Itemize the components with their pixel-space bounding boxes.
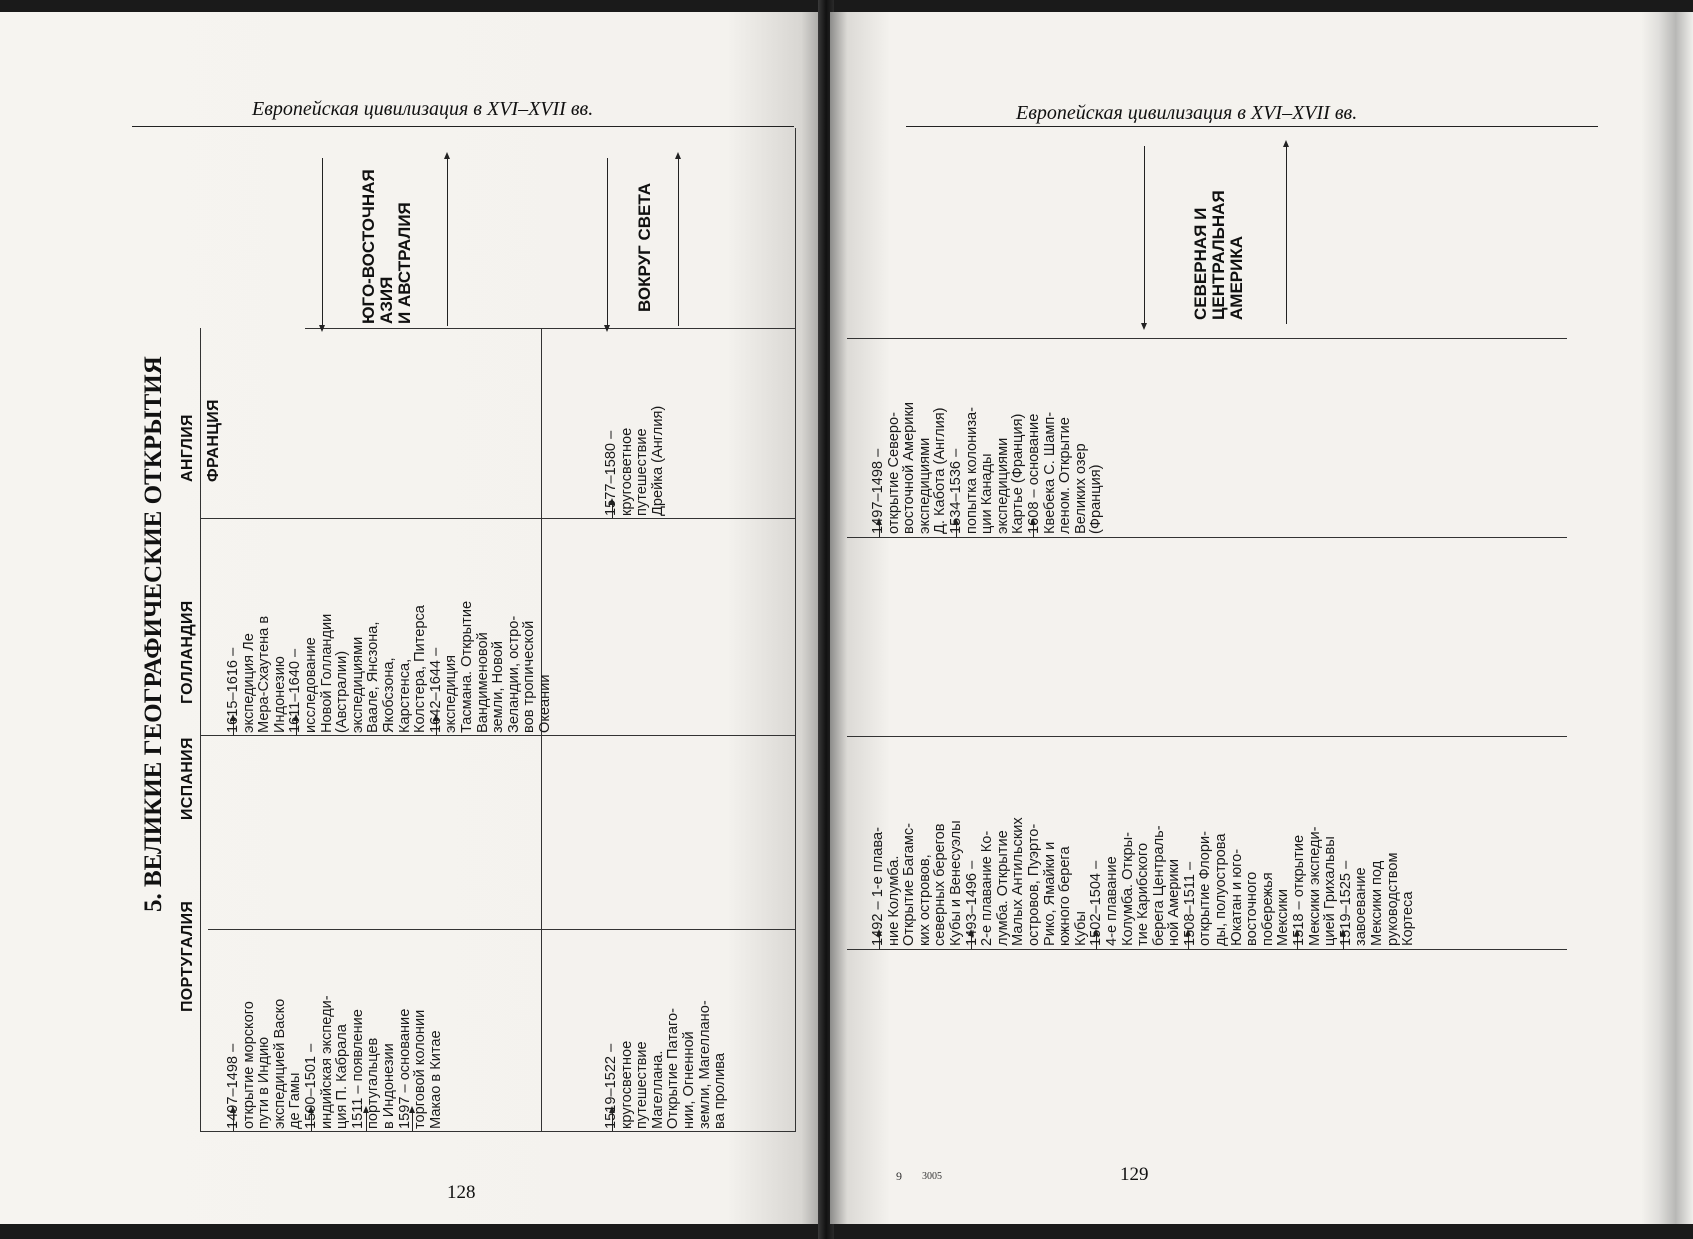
grid-line <box>200 518 796 519</box>
page-number: 128 <box>447 1182 476 1203</box>
region-world: ВОКРУГ СВЕТА <box>635 183 654 312</box>
region-arrow-down <box>1144 146 1145 324</box>
col-header-france: ФРАНЦИЯ <box>205 399 222 482</box>
grid-line <box>847 736 1567 737</box>
right-page <box>830 12 1693 1224</box>
region-arrow-up <box>447 158 448 326</box>
grid-line <box>200 735 796 736</box>
header-rule <box>906 126 1598 127</box>
print-mark-number: 9 <box>896 1169 902 1183</box>
entry-champlain: 1608 – основание Квебека С. Шамп- леном. Открытие Великих озер (Франция) <box>1025 411 1105 534</box>
grid-line <box>305 328 795 329</box>
entry-columbus-1: 1492 – 1-е плава- ние Колумба. Открытие Багамс- ких островов, северных берегов Кубы и Венесуэлы <box>870 820 964 946</box>
entry-magellan: 1519–1522 – кругосветное путешествие Магеллана. Открытие Патаго- нии, Огненной земли, Магеллано- ва пролива <box>603 1000 729 1129</box>
entry-columbus-2: 1493–1496 – 2-е плавание Ко- лумба. Открытие Малых Антильских островов, Пуэрто- Рико, Ямайки и южного берега Кубы <box>963 817 1089 946</box>
entry-tasman: 1642–1644 – экспедиция Тасмана. Открытие Вандименовой земли, Новой Зеландии, остро- вов тропической Океании <box>427 600 553 733</box>
spain-america-entries <box>871 817 1417 946</box>
entry-cabot: 1497–1498 – открытие Северо- восточной Америки экспедициями Д. Кабота (Англия) <box>870 402 949 534</box>
entry-grijalva: 1518 – открытие Мексики экспеди- цией Грихальвы <box>1291 826 1339 946</box>
entry-florida: 1508–1511 – открытие Флори- ды, полуострова Юкатан и юго- восточного побережья Мексики <box>1181 830 1292 946</box>
col-header-holland: ГОЛЛАНДИЯ <box>179 600 196 704</box>
grid-line <box>847 537 1567 538</box>
grid-line <box>795 128 796 1131</box>
entry-indonesia-1511: 1511 – появление португальцев в Индонезии <box>349 1009 397 1129</box>
portugal-asia-entries <box>226 995 444 1129</box>
region-sea-asia: ЮГО-ВОСТОЧНАЯ АЗИЯ И АВСТРАЛИЯ <box>359 169 414 324</box>
running-head: Европейская цивилизация в XVI–XVII вв. <box>252 98 594 120</box>
grid-line <box>200 1131 796 1132</box>
section-title: 5. ВЕЛИКИЕ ГЕОГРАФИЧЕСКИЕ ОТКРЫТИЯ <box>140 356 167 912</box>
left-page <box>0 12 826 1224</box>
print-mark-code: 3005 <box>922 1171 942 1182</box>
entry-vasco-da-gama: 1497–1498 – открытие морского пути в Индию экспедицией Васко де Гамы <box>225 998 304 1129</box>
region-arrow-up <box>678 158 679 326</box>
grid-line <box>208 929 796 930</box>
header-rule <box>132 126 794 127</box>
region-arrow-up <box>1286 146 1287 324</box>
entry-new-holland: 1611–1640 – исследование Новой Голландии (Австралии) экспедициями Ваале, Янсзона, Якобсзона, Карстенса, Колстера, Питерса <box>287 605 429 733</box>
entry-le-maire: 1615–1616 – экспедиция Ле Мера-Схаутена в Индонезию <box>225 615 288 733</box>
grid-line <box>847 949 1567 950</box>
region-america: СЕВЕРНАЯ И ЦЕНТРАЛЬНАЯ АМЕРИКА <box>1191 190 1246 320</box>
entry-columbus-4: 1502–1504 – 4-е плавание Колумба. Откры- тие Карибского берега Централь- ной Америки <box>1088 825 1183 946</box>
entry-cartier: 1534–1536 – попытка колониза- ции Канады экспедициями Картье (Франция) <box>947 407 1027 534</box>
entry-macao: 1597 – основание торговой колонии Макао в Китае <box>396 1008 444 1129</box>
holland-asia-entries <box>226 601 553 733</box>
entry-cabral: 1500–1501 – индийская экспеди- ция П. Кабрала <box>302 995 351 1129</box>
entry-drake: 1577–1580 – кругосветное путешествие Дрейка (Англия) <box>603 405 666 516</box>
england-france-america-entries <box>871 402 1105 534</box>
grid-line <box>200 328 201 1131</box>
col-header-england: АНГЛИЯ <box>179 414 196 482</box>
page-number: 129 <box>1120 1164 1149 1185</box>
col-header-spain: ИСПАНИЯ <box>179 737 196 820</box>
grid-line <box>847 338 1567 339</box>
region-arrow-down <box>322 158 323 326</box>
running-head: Европейская цивилизация в XVI–XVII вв. <box>1016 102 1358 124</box>
entry-cortes: 1519–1525 – завоевание Мексики под руководством Кортеса <box>1337 852 1417 946</box>
col-header-portugal: ПОРТУГАЛИЯ <box>179 900 196 1012</box>
region-arrow-down <box>607 158 608 326</box>
